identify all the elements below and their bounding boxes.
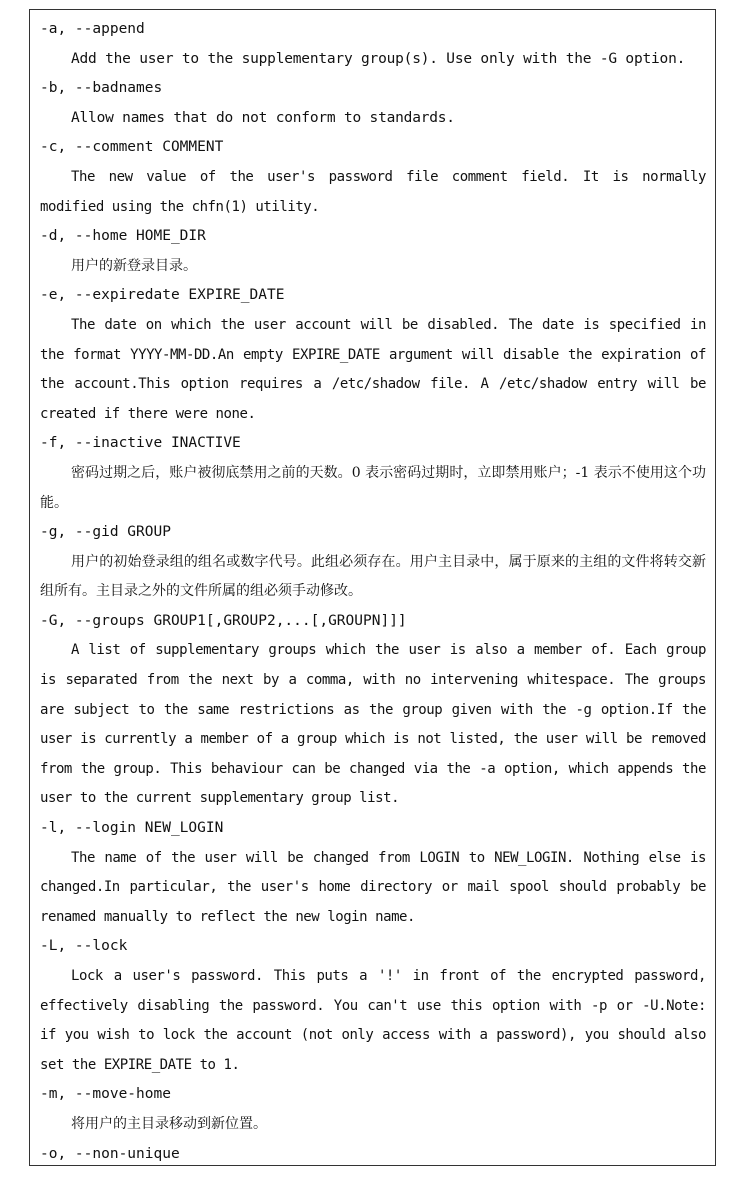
option-description: Lock a user's password. This puts a '!' in front of the encrypted password, effectively disabling the password. You can't use this option with -p or -U.Note: if you wish to lock the account (not only access with a password), you should also set the EXPIRE_DATE to 1. [40,968,706,1073]
option-description: 用户的新登录目录。 [71,257,197,274]
option-flag: -a, --append [40,21,145,37]
option-comment [40,133,706,222]
option-groups [40,607,706,814]
option-flag: -l, --login NEW_LOGIN [40,820,224,837]
option-flag: -o, --non-unique [40,1145,180,1162]
option-gid [40,518,706,607]
option-flag: -g, --gid GROUP [40,524,171,541]
option-description: The name of the user will be changed from LOGIN to NEW_LOGIN. Nothing else is changed.In particular, the user's home directory or mail spool should probably be renamed manually to reflect the new login name. [40,849,706,925]
option-badnames [40,74,706,133]
option-non-unique [40,1140,706,1166]
option-description: The new value of the user's password file comment field. It is normally modified using the chfn(1) utility. [40,168,706,215]
option-flag: -e, --expiredate EXPIRE_DATE [40,287,285,304]
option-login [40,814,706,932]
option-description: Add the user to the supplementary group(s). Use only with the -G option. [71,50,686,67]
option-flag: -d, --home HOME_DIR [40,228,206,245]
option-description: Allow names that do not conform to standards. [71,109,455,126]
option-description: 用户的初始登录组的组名或数字代号。此组必须存在。用户主目录中，属于原来的主组的文件将转交新组所有。主目录之外的文件所属的组必须手动修改。 [40,553,706,600]
option-flag: -f, --inactive INACTIVE [40,435,241,452]
option-flag: -c, --comment COMMENT [40,139,224,156]
option-lock [40,932,706,1080]
option-description: 密码过期之后，账户被彻底禁用之前的天数。0 表示密码过期时，立即禁用账户；-1 表示不使用这个功能。 [40,464,706,511]
option-description: The date on which the user account will be disabled. The date is specified in the format YYYY-MM-DD.An empty EXPIRE_DATE argument will disable the expiration of the account.This option requires a /etc/shadow file. A /etc/shadow entry will be created if there were none. [40,316,706,422]
option-append [40,15,706,74]
option-description: 将用户的主目录移动到新位置。 [71,1115,267,1132]
option-inactive [40,429,706,518]
option-flag: -L, --lock [40,938,128,955]
option-move-home [40,1080,706,1139]
option-expiredate [40,281,706,429]
manpage-options-frame [29,9,716,1166]
option-description: A list of supplementary groups which the user is also a member of. Each group is separated from the next by a comma, with no intervening whitespace. The groups are subject to the same restrictions as the group given with the -g option.If the user is currently a member of a group which is not listed, the user will be removed from the group. This behaviour can be changed via the -a option, which appends the user to the current supplementary group list. [40,642,706,807]
option-flag: -m, --move-home [40,1086,171,1103]
option-flag: -b, --badnames [40,80,163,97]
option-home [40,222,706,281]
option-flag: -G, --groups GROUP1[,GROUP2,...[,GROUPN]]] [40,612,407,629]
